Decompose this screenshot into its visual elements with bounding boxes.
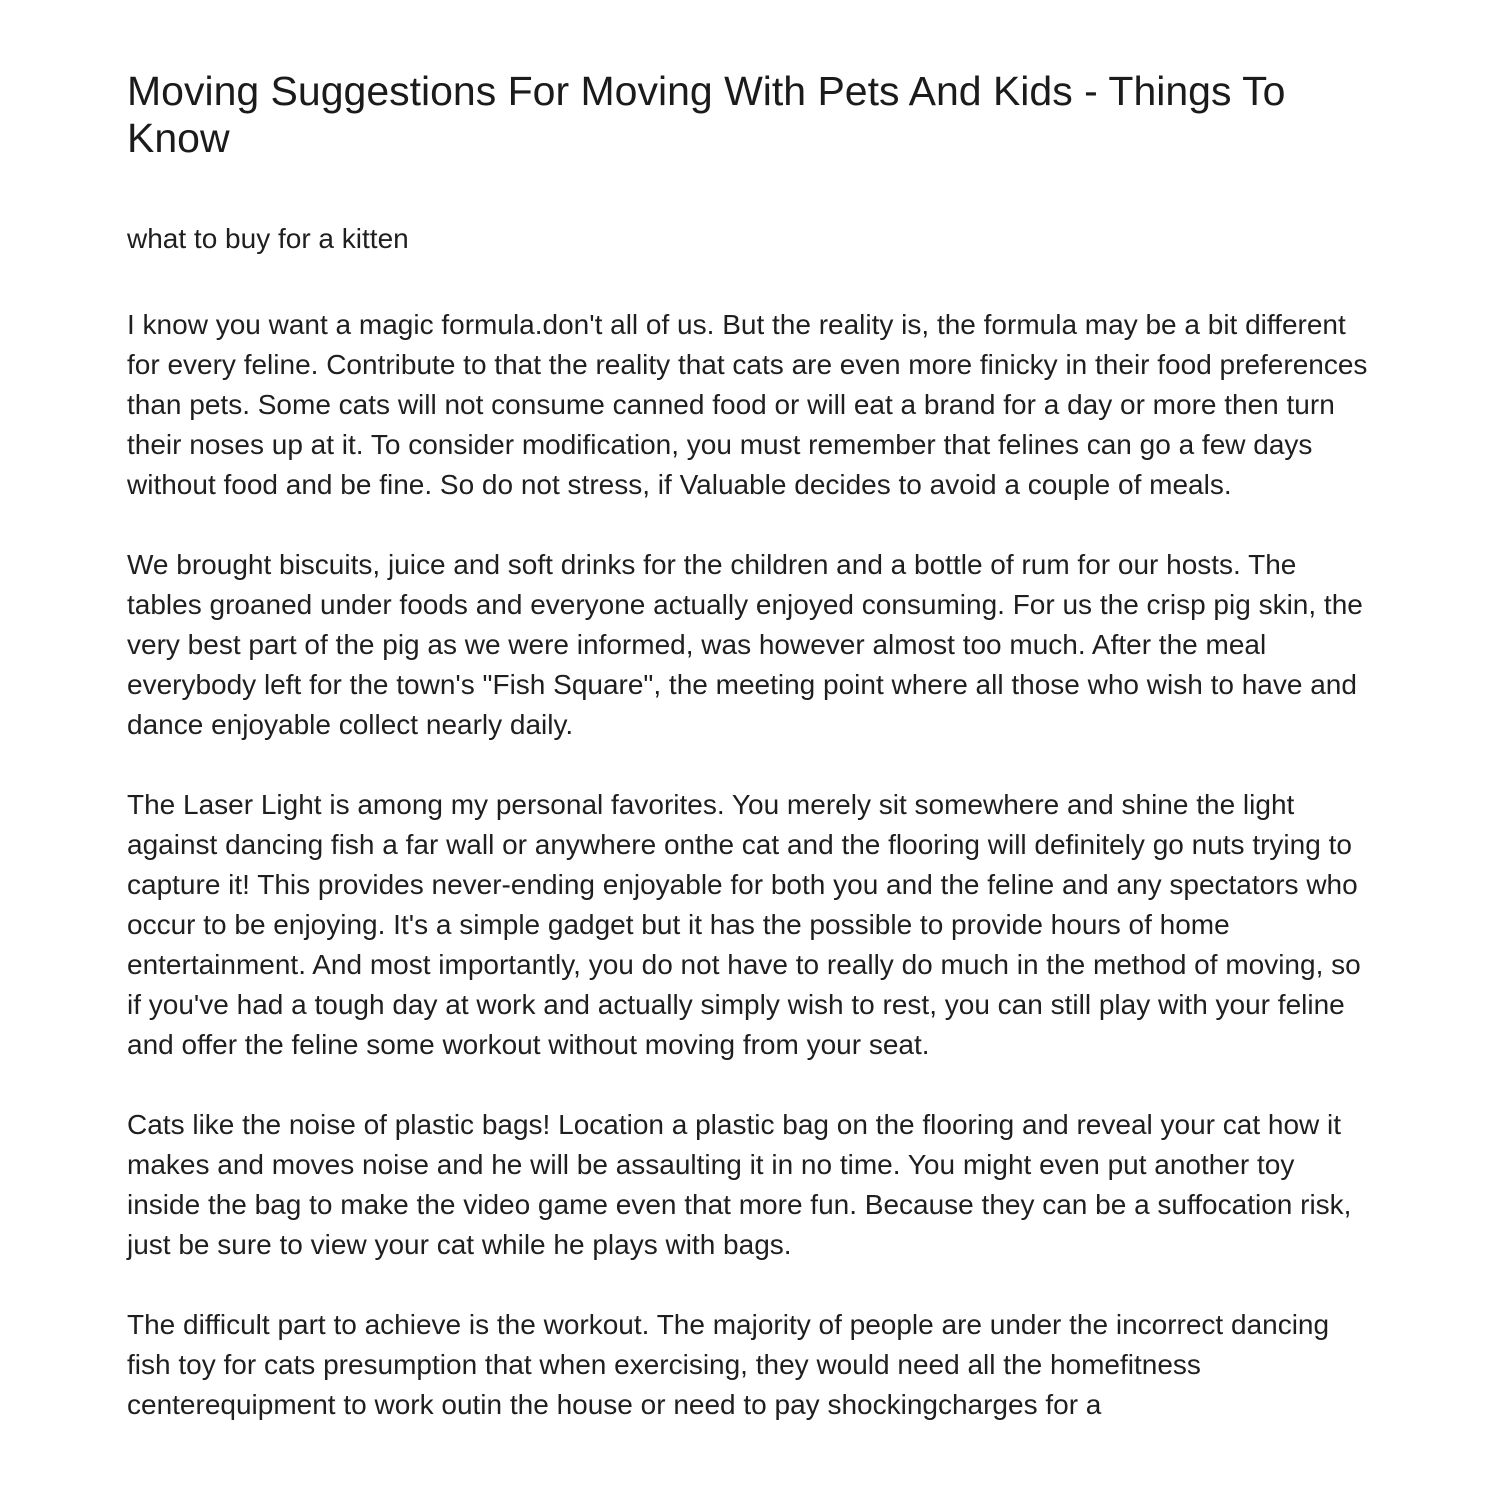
paragraph: The difficult part to achieve is the workout. The majority of people are under the incorrect dancing fish toy for cats presumption that when exercising, they would need all the homefitness centerequipment to work outin the house or need to pay shockingcharges for a — [127, 1309, 1330, 1421]
paragraph: Cats like the noise of plastic bags! Location a plastic bag on the flooring and reveal your cat how it makes and moves noise and he will be assaulting it in no time. You might even put another toy inside the bag to make the video game even that more fun. Because they can be a suffocation risk, just be sure to view your cat while he plays with bags. — [127, 1109, 1352, 1261]
subtitle: what to buy for a kitten — [127, 223, 409, 255]
paragraph: The Laser Light is among my personal favorites. You merely sit somewhere and shine the light against dancing fish a far wall or anywhere onthe cat and the flooring will definitely go nuts trying to capture it! This provides never-ending enjoyable for both you and the feline and any spectators who occur to be enjoying. It's a simple gadget but it has the possible to provide hours of home entertainment. And most importantly, you do not have to really do much in the method of moving, so if you've had a tough day at work and actually simply wish to rest, you can still play with your feline and offer the feline some workout without moving from your seat. — [127, 789, 1361, 1061]
paragraph: We brought biscuits, juice and soft drinks for the children and a bottle of rum for our hosts. The tables groaned under foods and everyone actually enjoyed consuming. For us the crisp pig skin, the very best part of the pig as we were informed, was however almost too much. After the meal everybody left for the town's "Fish Square", the meeting point where all those who wish to have and dance enjoyable collect nearly daily. — [127, 549, 1363, 741]
paragraph: I know you want a magic formula.don't all of us. But the reality is, the formula may be a bit different for every feline. Contribute to that the reality that cats are even more finicky in their food preferences than pets. Some cats will not consume canned food or will eat a brand for a day or more then turn their noses up at it. To consider modification, you must remember that felines can go a few days without food and be fine. So do not stress, if Valuable decides to avoid a couple of meals. — [127, 309, 1368, 501]
page-title: Moving Suggestions For Moving With Pets And Kids - Things To Know — [127, 68, 1286, 161]
